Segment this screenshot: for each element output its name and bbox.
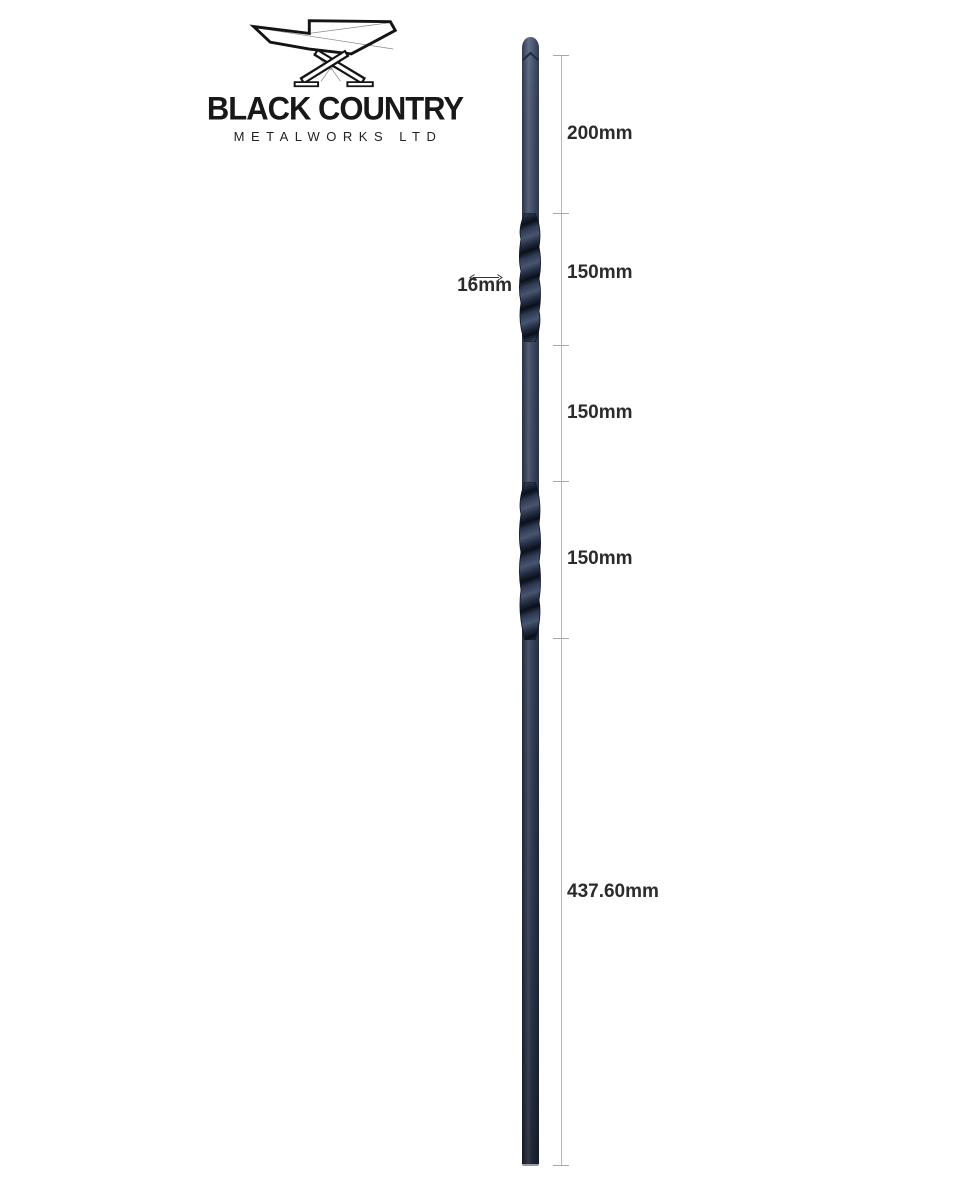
spindle-twist-lower — [516, 482, 543, 645]
dimension-line — [561, 55, 562, 1165]
dimension-label-bottom: 437.60mm — [567, 881, 659, 902]
brand-name: BLACK COUNTRY — [206, 90, 464, 128]
width-label: 16mm — [457, 275, 512, 296]
spindle-twist-upper — [516, 213, 543, 347]
dimension-tick — [553, 638, 569, 639]
dimension-label-upper-twist: 150mm — [567, 262, 633, 283]
dimension-tick — [553, 213, 569, 214]
dimension-tick — [553, 345, 569, 346]
anvil-icon — [238, 8, 406, 97]
dimension-label-lower-twist: 150mm — [567, 548, 633, 569]
brand-subtitle: METALWORKS LTD — [233, 129, 443, 144]
dimension-tick — [553, 55, 569, 56]
dimension-label-middle: 150mm — [567, 402, 633, 423]
spindle-top-chamfer — [522, 48, 539, 66]
dimension-label-top: 200mm — [567, 123, 633, 144]
dimension-tick — [553, 1165, 569, 1166]
dimension-tick — [553, 481, 569, 482]
